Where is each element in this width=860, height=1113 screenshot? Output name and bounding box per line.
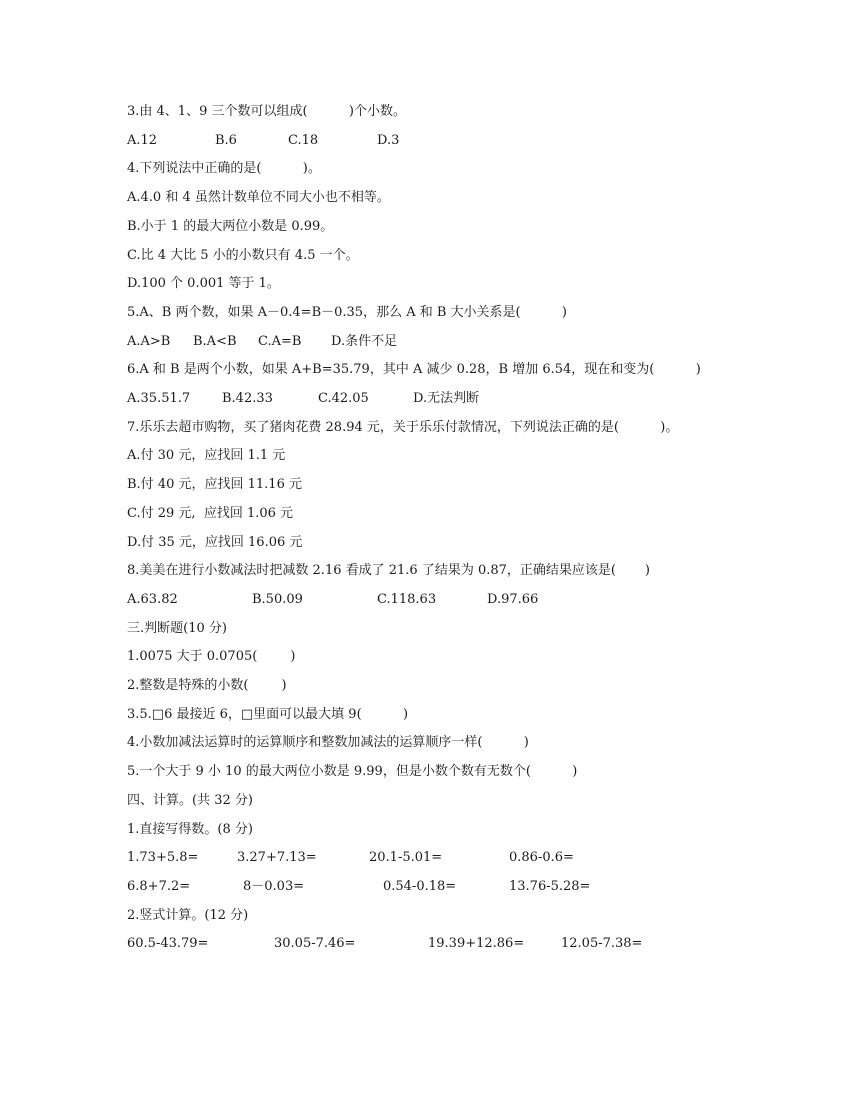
expression: 0.86-0.6= [509,850,574,865]
judgment-4: 4.小数加减法运算时的运算顺序和整数加减法的运算顺序一样( ) [127,735,529,750]
option-d: D.条件不足 [331,334,398,349]
option-b: B.50.09 [252,592,303,607]
judgment-2: 2.整数是特殊的小数( ) [127,678,287,693]
expression: 30.05-7.46= [274,936,356,951]
expression: 8－0.03= [243,879,305,894]
option-a: A.12 [127,133,158,148]
judgment-3: 3.5.□6 最接近 6，□里面可以最大填 9( ) [127,707,409,722]
section-3-heading: 三.判断题(10 分) [127,621,227,636]
option-c: C.18 [288,133,319,148]
judgment-5: 5.一个大于 9 小 10 的最大两位小数是 9.99，但是小数个数有无数个( ) [127,764,578,779]
expression: 3.27+7.13= [237,850,317,865]
expression: 13.76-5.28= [509,879,591,894]
option-a: A.A>B [127,334,171,349]
question-4-option-b: B.小于 1 的最大两位小数是 0.99。 [127,219,334,234]
expression: 20.1-5.01= [369,850,443,865]
question-7-option-a: A.付 30 元，应找回 1.1 元 [127,448,286,463]
option-c: C.A=B [258,334,302,349]
option-b: B.6 [215,133,237,148]
question-5: 5.A、B 两个数，如果 A－0.4=B－0.35，那么 A 和 B 大小关系是( ) [127,305,568,320]
expression: 60.5-43.79= [127,936,209,951]
expression: 0.54-0.18= [383,879,457,894]
option-b: B.42.33 [222,391,273,406]
question-7-option-c: C.付 29 元, 应找回 1.06 元 [127,506,294,521]
option-a: A.63.82 [127,592,178,607]
expression: 19.39+12.86= [428,936,525,951]
expression: 12.05-7.38= [561,936,643,951]
expression: 1.73+5.8= [127,850,199,865]
option-d: D.无法判断 [413,391,480,406]
option-c: C.42.05 [318,391,369,406]
section-4-heading: 四、计算。(共 32 分) [127,793,253,808]
question-4: 4.下列说法中正确的是( )。 [127,161,321,176]
option-a: A.35.51.7 [127,391,191,406]
question-7-option-d: D.付 35 元，应找回 16.06 元 [127,535,303,550]
question-3: 3.由 4、1、9 三个数可以组成( )个小数。 [127,104,406,119]
option-d: D.3 [377,133,400,148]
question-6: 6.A 和 B 是两个小数，如果 A+B=35.79，其中 A 减少 0.28，B 增加 6.54，现在和变为( ) [127,362,701,377]
option-b: B.A<B [193,334,237,349]
question-8: 8.美美在进行小数减法时把减数 2.16 看成了 21.6 了结果为 0.87，正确结果应该是( ) [127,563,650,578]
expression: 6.8+7.2= [127,879,191,894]
question-4-option-c: C.比 4 大比 5 小的小数只有 4.5 一个。 [127,248,359,263]
question-7: 7.乐乐去超市购物，买了猪肉花费 28.94 元，关于乐乐付款情况，下列说法正确的是( )。 [127,420,679,435]
judgment-1: 1.0075 大于 0.0705( ) [127,649,296,664]
question-4-option-a: A.4.0 和 4 虽然计数单位不同大小也不相等。 [127,190,390,205]
option-c: C.118.63 [377,592,437,607]
question-4-option-d: D.100 个 0.001 等于 1。 [127,276,280,291]
calc-2-heading: 2.竖式计算。(12 分) [127,908,249,923]
calc-1-heading: 1.直接写得数。(8 分) [127,822,253,837]
question-7-option-b: B.付 40 元，应找回 11.16 元 [127,477,302,492]
option-d: D.97.66 [487,592,539,607]
